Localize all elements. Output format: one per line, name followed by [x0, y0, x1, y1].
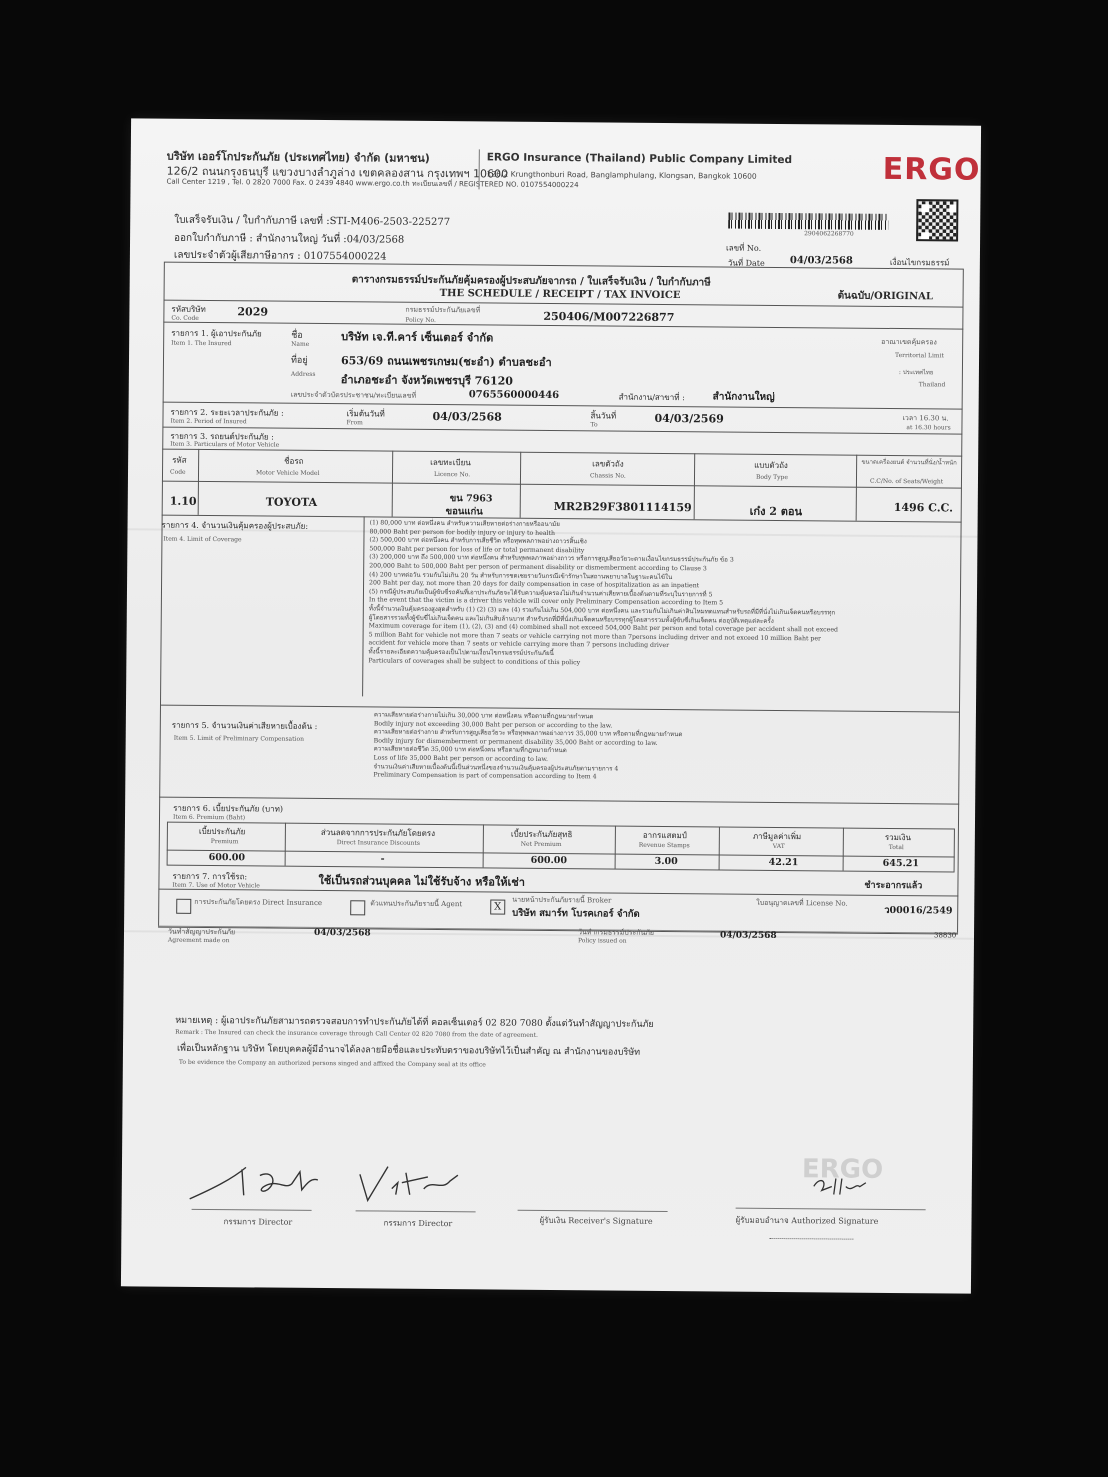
date-label: วันที่ Date [727, 258, 765, 268]
period-item-label: รายการ 2. ระยะเวลาประกันภัย : [170, 407, 284, 418]
discount-col-en: Direct Insurance Discounts [336, 839, 420, 847]
total-value: 645.21 [882, 857, 920, 870]
col-body-th: แบบตัวถัง [754, 460, 788, 471]
period-to-label: สิ้นวันที่ [590, 411, 617, 421]
evidence-en: To be evidence the Company an authorized persons singed and affixed the Company seal at its office [178, 1058, 486, 1069]
tax-id-line: เลขประจำตัวผู้เสียภาษีอากร : 0107554000224 [173, 249, 387, 263]
preliminary-line: ความเสียหายต่อชีวิต 35,000 บาท ต่อหนึ่งคน หรือตามที่กฎหมายกำหนด [373, 745, 567, 755]
coverage-line: ผู้โดยสารรวมทั้งผู้ขับขี่ไม่เกินเจ็ดคน และไม่เกินสิบล้านบาท สำหรับรถที่มีที่นั่งเกินเจ็ดคนหรือบรรทุกผู้โดยสารรวมทั้งผู้ขับขี่เกินเจ็ดคน ต่ออุบัติเหตุแต่ละครั้ง [368, 613, 774, 625]
signature-line [518, 1210, 668, 1212]
net-premium-value: 600.00 [530, 854, 568, 867]
receipt-number: ใบเสร็จรับเงิน / ใบกำกับภาษี เลขที่ :STI-M406-2503-225277 [174, 214, 451, 229]
vehicle-code: 1.10 [169, 494, 197, 508]
id-label: เลขประจำตัวบัตรประชาชน/ทะเบียนเลขที่ [290, 390, 417, 400]
agreement-made-label: วันทำสัญญาประกันภัย [167, 927, 236, 937]
preliminary-line: Loss of life 35,000 Baht per person or according to law. [373, 754, 549, 763]
col-model-th: ชื่อรถ [284, 456, 304, 466]
period-from-label-en: From [346, 419, 363, 427]
vat-value: 42.21 [768, 856, 799, 869]
preliminary-line: จำนวนเงินค่าเสียหายเบื้องต้นนี้เป็นส่วนหนึ่งของจำนวนเงินคุ้มครองผู้ประสบภัยตามรายการ 4 [373, 763, 619, 773]
col-cc-th: ขนาดเครื่องยนต์ จำนวนที่นั่ง/น้ำหนัก [861, 458, 957, 467]
net-premium-col-en: Net Premium [520, 840, 562, 849]
coverage-item-label: รายการ 4. จำนวนเงินคุ้มครองผู้ประสบภัย: [161, 520, 309, 531]
coverage-line: ทั้งนี้รายละเอียดความคุ้มครองเป็นไปตามเงื่อนไขกรมธรรม์ประกันภัยนี้ [368, 648, 554, 657]
discount-value: - [380, 853, 385, 865]
net-premium-col-th: เบี้ยประกันภัยสุทธิ [510, 829, 573, 840]
vehicle-item-label: รายการ 3. รถยนต์ประกันภัย : [170, 431, 274, 442]
coverage-line: (5) กรณีผู้ประสบภัยเป็นผู้ขับขี่รถคันที่เอาประกันภัยจะได้รับความคุ้มครองไม่เกินจำนวนค่าเสียหายเบื้องต้นตามที่ระบุในรายการที่ 5 [368, 588, 713, 599]
company-code-label-en: Co. Code [171, 314, 199, 322]
territorial-value: : ประเทศไทย [898, 369, 934, 377]
policy-conditions-note: เงื่อนไขกรมธรรม์ [889, 257, 950, 268]
director-signature-1 [182, 1159, 322, 1208]
authorized-signature-label: ผู้รับมอบอำนาจ Authorized Signature [735, 1215, 879, 1226]
coverage-line: ทั้งนี้จำนวนเงินคุ้มครองสูงสุดสำหรับ (1) (2) (3) และ (4) รวมกันไม่เกิน 504,000 บาท ต่อหนึ่งคน และรวมกันไม่เกินค่าสินไหมทดแทนสำหรับรถที่มีที่นั่งไม่เกินเจ็ดคนหรือบรรทุก [368, 605, 836, 617]
coverage-line: (2) 500,000 บาท ต่อหนึ่งคน สำหรับการเสียชีวิต หรือทุพพลภาพอย่างถาวรสิ้นเชิง [369, 536, 587, 546]
coverage-line: Particulars of coverages shall be subject to conditions of this policy [368, 656, 581, 666]
vehicle-body-type: เก๋ง 2 ตอน [749, 504, 803, 519]
coverage-line: Maximum coverage for item (1), (2), (3) and (4) combined shall not exceed 504,000 Baht per person and total coverage per accident shall not exceed [368, 622, 838, 634]
schedule-title-th: ตารางกรมธรรม์ประกันภัยคุ้มครองผู้ประสบภัยจากรถ / ใบเสร็จรับเงิน / ใบกำกับภาษี [351, 274, 711, 289]
no-label: เลขที่ No. [725, 243, 762, 253]
vehicle-model: TOYOTA [265, 495, 318, 509]
id-value: 0765560000446 [468, 389, 560, 402]
branch-label: สำนักงาน/สาขาที่ : [618, 392, 685, 403]
col-cc-en: C.C/No. of Seats/Weight [869, 477, 944, 486]
vat-col-en: VAT [772, 842, 785, 851]
remark-en: Remark : The Insured can check the insurance coverage through Call Center 02 820 7080 from the date of agreement. [175, 1028, 538, 1039]
agent-label: ตัวแทนประกันภัยรายนี้ Agent [370, 899, 463, 909]
license-value: ว00016/2549 [884, 904, 953, 917]
insured-name: บริษัท เจ.ที.คาร์ เซ็นเตอร์ จำกัด [341, 330, 494, 345]
signature-line [192, 1209, 312, 1211]
company-code: 2029 [237, 305, 269, 319]
agreement-made-date: 04/03/2568 [313, 927, 371, 939]
premium-col-en: Premium [210, 838, 239, 846]
insured-item-label-en: Item 1. The Insured [171, 339, 232, 348]
director-1-label: กรรมการ Director [223, 1217, 293, 1227]
usage-item-label: รายการ 7. การใช้รถ: [172, 871, 248, 882]
usage-item-label-en: Item 7. Use of Motor Vehicle [172, 881, 260, 890]
territorial-label-en: Territorial Limit [895, 351, 944, 360]
authorized-signature [810, 1172, 870, 1203]
preliminary-line: Preliminary Compensation is part of compensation according to Item 4 [373, 771, 597, 781]
dotted-line [769, 1238, 853, 1240]
policy-no-label: กรมธรรม์ประกันภัยเลขที่ [405, 305, 481, 315]
stamps-col-th: อากรแสตมป์ [642, 830, 687, 841]
vehicle-item-label-en: Item 3. Particulars of Motor Vehicle [170, 440, 280, 449]
preliminary-item-label: รายการ 5. จำนวนเงินค่าเสียหายเบื้องต้น : [171, 720, 318, 731]
coverage-line: (4) 200 บาทต่อวัน รวมกันไม่เกิน 20 วัน สำหรับการชดเชยรายวันกรณีเข้ารักษาในสถานพยาบาลในฐานะคนไข้ใน [369, 570, 673, 581]
period-item-label-en: Item 2. Period of Insured [170, 417, 247, 426]
insurance-document [121, 118, 981, 1293]
company-seal-stamp: ERGO [801, 1154, 884, 1185]
direct-insurance-label: การประกันภัยโดยตรง Direct Insurance [194, 897, 323, 908]
director-2-label: กรรมการ Director [383, 1218, 453, 1229]
preliminary-line: Bodily injury not exceeding 30,000 Baht per person or according to the law. [373, 720, 613, 730]
policy-issued-date: 04/03/2568 [719, 930, 777, 941]
schedule-title-en: THE SCHEDULE / RECEIPT / TAX INVOICE [439, 288, 681, 302]
col-licence-th: เลขทะเบียน [430, 457, 471, 468]
preliminary-list [373, 711, 682, 782]
company-address-en: 126/2 Krungthonburi Road, Banglamphulang, Klongsan, Bangkok 10600 [486, 169, 757, 181]
col-code-th: รหัส [172, 455, 187, 465]
address-label: ที่อยู่ [290, 355, 308, 366]
company-name-th: บริษัท เออร์โกประกันภัย (ประเทศไทย) จำกัด (มหาชน) [166, 149, 430, 165]
premium-col-th: เบี้ยประกันภัย [198, 826, 246, 837]
address-line-2: อำเภอชะอำ จังหวัดเพชรบุรี 76120 [340, 373, 514, 388]
vehicle-licence-province: ขอนแก่น [445, 506, 483, 518]
stamps-value: 3.00 [654, 855, 678, 868]
license-label: ใบอนุญาตเลขที่ License No. [756, 898, 848, 908]
reference-code: 38830 [933, 931, 957, 940]
coverage-item-label-en: Item 4. Limit of Coverage [163, 535, 242, 544]
col-chassis-th: เลขตัวถัง [592, 459, 624, 469]
company-name-en: ERGO Insurance (Thailand) Public Company Limited [486, 151, 793, 167]
vehicle-chassis: MR2B29F3801114159 [553, 500, 692, 515]
coverage-line: 200,000 Baht to 500,000 Baht per person of permanent disability or dismemberment according to Clause 3 [369, 562, 707, 573]
coverage-list [368, 519, 839, 669]
col-model-en: Motor Vehicle Model [255, 469, 320, 477]
coverage-line: (1) 80,000 บาท ต่อหนึ่งคน สำหรับความเสียหายต่อร่างกายหรืออนามัย [369, 519, 560, 529]
address-line-1: 653/69 ถนนเพชรเกษม(ชะอำ) ตำบลชะอำ [340, 354, 552, 369]
col-chassis-en: Chassis No. [589, 472, 626, 480]
total-col-th: รวมเงิน [884, 832, 912, 843]
company-contact: Call Center 1219 , Tel. 0 2820 7000 Fax. 0 2439 4840 www.ergo.co.th ทะเบียนเลขที่ / REGISTERED NO. 0107554000224 [166, 177, 579, 190]
preliminary-line: Bodily injury for dismemberment or permanent disability 35,000 Baht or according to law. [373, 737, 658, 747]
signature-line [736, 1208, 926, 1211]
company-code-label: รหัสบริษัท [171, 304, 206, 314]
policy-number: 250406/M007226877 [543, 309, 675, 325]
preliminary-line: ความเสียหายต่อร่างกายไม่เกิน 30,000 บาท ต่อหนึ่งคน หรือตามที่กฎหมายกำหนด [373, 711, 594, 721]
evidence-th: เพื่อเป็นหลักฐาน บริษัท โดยบุคคลผู้มีอำนาจได้ลงลายมือชื่อและประทับตราของบริษัทไว้เป็นสำคัญ ณ สำนักงานของบริษัท [176, 1043, 641, 1058]
coverage-line: 5 million Baht for vehicle not more than 7 seats or vehicle carrying not more than 7persons including driver and not exceed 10 million Baht per [368, 631, 822, 643]
company-address-th: 126/2 ถนนกรุงธนบุรี แขวงบางลำภูล่าง เขตคลองสาน กรุงเทพฯ 10600 [166, 164, 509, 181]
address-label-en: Address [290, 370, 316, 378]
broker-checkbox: X [490, 899, 505, 914]
ergo-logo: ERGO [882, 151, 981, 188]
policy-issued-label: วันทำกรมธรรม์ประกันภัย [577, 928, 655, 937]
direct-insurance-checkbox [176, 899, 191, 914]
receiver-signature-label: ผู้รับเงิน Receiver's Signature [539, 1215, 653, 1226]
director-signature-2 [354, 1160, 474, 1209]
policy-no-label-en: Policy No. [405, 316, 436, 324]
premium-item-label-en: Item 6. Premium (Baht) [172, 813, 246, 822]
territorial-label: อาณาเขตคุ้มครอง [881, 337, 937, 347]
premium-value: 600.00 [208, 852, 246, 864]
policy-issued-label-en: Policy issued on [577, 937, 627, 945]
insured-name-label-en: Name [291, 340, 310, 348]
col-body-en: Body Type [755, 473, 788, 482]
agent-checkbox [350, 900, 365, 915]
period-from: 04/03/2568 [432, 409, 502, 424]
original-label: ต้นฉบับ/ORIGINAL [837, 290, 933, 303]
coverage-line: 200 Baht per day, not more than 20 days for daily compensation in case of hospitalization as an inpatient [369, 579, 700, 590]
discount-col-th: ส่วนลดจากการประกันภัยโดยตรง [320, 827, 436, 838]
qr-code-icon [916, 199, 958, 241]
vehicle-cc: 1496 C.C. [893, 500, 954, 515]
preliminary-item-label-en: Item 5. Limit of Preliminary Compensation [173, 734, 304, 743]
preliminary-line: ความเสียหายต่อร่างกาย สำหรับการสูญเสียอวัยวะ หรือทุพพลภาพอย่างถาวร 35,000 บาท หรือตามที่กฎหมายกำหนด [373, 728, 683, 739]
coverage-line: 500,000 Baht per person for loss of life or total permanent disability [369, 545, 585, 555]
agreement-made-label-en: Agreement made on [167, 936, 230, 945]
invoice-date: 04/03/2568 [789, 255, 853, 267]
signature-line [356, 1210, 476, 1212]
coverage-line: (3) 200,000 บาท ถึง 500,000 บาท ต่อหนึ่งคน สำหรับทุพพลภาพอย่างถาวร หรือการสูญเสียอวัยวะตามเงื่อนไขกรมธรรม์ประกันภัย ข้อ 3 [369, 553, 734, 564]
coverage-line: In the event that the victim is a driver this vehicle will cover only Preliminary Compensation according to Item 5 [368, 596, 724, 607]
vehicle-licence-number: ขน 7963 [449, 493, 493, 505]
period-to-label-en: To [590, 421, 598, 429]
vat-col-th: ภาษีมูลค่าเพิ่ม [752, 831, 802, 842]
stamps-col-en: Revenue Stamps [638, 841, 690, 850]
stamp-duty-paid: ชำระอากรแล้ว [864, 880, 923, 892]
remark-th: หมายเหตุ : ผู้เอาประกันภัยสามารถตรวจสอบการทำประกันภัยได้ที่ คอลเซ็นเตอร์ 02 820 7080 ตั้งแต่วันทำสัญญาประกันภัย [175, 1015, 654, 1030]
col-code-en: Code [169, 468, 186, 476]
coverage-line: accident for vehicle more than 7 seats or vehicle carrying more than 7 persons including driver [368, 639, 670, 650]
broker-label: นายหน้าประกันภัยรายนี้ Broker [512, 895, 612, 905]
broker-name: บริษัท สมาร์ท โบรคเกอร์ จำกัด [512, 907, 640, 920]
insured-name-label: ชื่อ [291, 330, 303, 341]
premium-item-label: รายการ 6. เบี้ยประกันภัย (บาท) [173, 803, 284, 814]
branch-value: สำนักงานใหญ่ [712, 391, 775, 403]
total-col-en: Total [888, 843, 904, 852]
period-time: เวลา 16.30 น. [902, 414, 949, 423]
usage-value: ใช้เป็นรถส่วนบุคคล ไม่ใช้รับจ้าง หรือให้เช่า [318, 873, 526, 889]
territorial-value-en: Thailand [918, 381, 946, 389]
barcode-number: 2904062268770 [804, 230, 854, 238]
coverage-line: 80,000 Baht per person for bodily injury or injury to health [369, 528, 556, 537]
col-licence-en: Licence No. [433, 470, 471, 479]
period-from-label: เริ่มต้นวันที่ [346, 409, 385, 419]
period-time-en: at 16.30 hours [906, 424, 951, 432]
period-to: 04/03/2569 [654, 411, 724, 426]
issue-line: ออกใบกำกับภาษี : สำนักงานใหญ่ วันที่ :04/03/2568 [174, 232, 405, 246]
insured-item-label: รายการ 1. ผู้เอาประกันภัย [171, 328, 262, 339]
barcode-icon [728, 213, 888, 230]
